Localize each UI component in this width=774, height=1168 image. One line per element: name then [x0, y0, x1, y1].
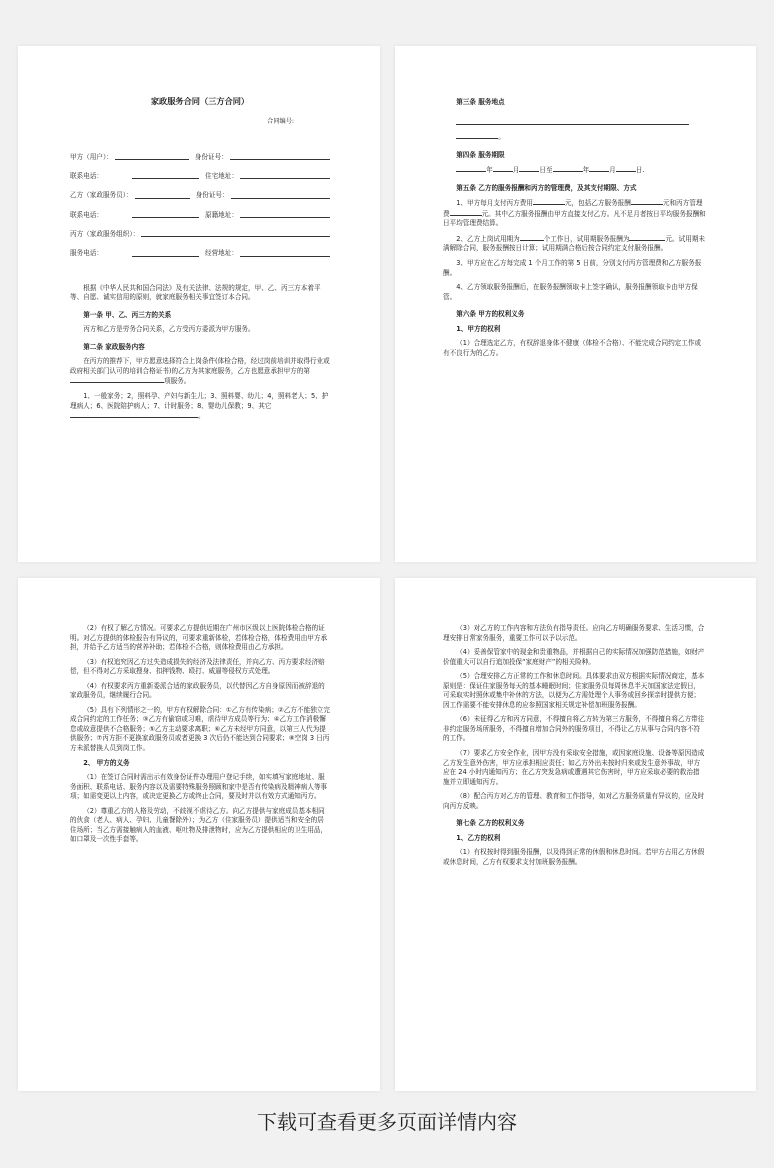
article-6-sub-1: 1、甲方的权利: [456, 324, 501, 333]
party-a-obligation-7: （7）要求乙方安全作业，因甲方没有采取安全措施，或因家庭设施、设备等原因造成乙方发生意外伤害，甲方应承担相应责任；如乙方外出未按时归来或发生意外事故，甲方应在 24 小时内通知丙方；在乙方突发急病或遭遇其它伤害时，甲方应采取必要的救治措施并立即通知丙方。: [443, 749, 705, 786]
fill-line: [456, 132, 498, 139]
party-a-row: [70, 143, 330, 162]
article-3-title: 第三条 服务地点: [456, 98, 505, 106]
fill-line: [519, 165, 539, 172]
fill-line: [240, 172, 330, 179]
article-5-para-4: 4、乙方领取服务报酬后，在服务报酬领取卡上签字确认，服务报酬领取卡由甲方保管。: [443, 283, 698, 301]
fill-line: [70, 411, 198, 418]
service-address-line: [443, 118, 706, 129]
fill-line: [115, 153, 189, 160]
fill-line: [240, 211, 330, 218]
fill-line: [533, 198, 565, 205]
article-5-para-3: 3、甲方应在乙方每完成 1 个月工作的第 5 日前，分别支付丙方管理费和乙方服务报酬。: [443, 259, 702, 277]
page-4-content: [443, 578, 706, 867]
party-a-obligation-1: （1）在签订合同时需出示有效身份证件办理用户登记手续，如实填写家庭地址、服务面积、联系电话、服务内容以及需要特殊服务照顾和家中是否有传染病及精神病人等事项；如需变更以上内容，或决定更换乙方或终止合同，要及时并以有效方式通知丙方。: [70, 773, 328, 801]
fill-line: [230, 153, 330, 160]
article-4-title: 第四条 服务期限: [456, 150, 505, 159]
party-a-obligation-4: （4）妥善保管家中的现金和贵重物品，并根据自己的实际情况加强防范措施，如财产价值重大可以自行追加投保“家庭财产”的相关险种。: [443, 648, 705, 666]
fill-line: [450, 209, 482, 216]
party-a-obligation-8: （8）配合丙方对乙方的管理、教育和工作指导，如对乙方服务质量有异议的，应及时向丙方反映。: [443, 792, 705, 810]
party-a-obligation-2: （2）尊重乙方的人格及劳动，不歧视不虐待乙方。向乙方提供与家庭成员基本相同的伙食（老人、病人、孕妇、儿童餐除外）；为乙方（住家服务员）提供适当和安全的居住场所；当乙方需接触病人的血液、呕吐物及排泄物时，应为乙方提供相应的卫生用品，如口罩及一次性手套等。: [70, 806, 328, 844]
party-a-obligation-3: （3）对乙方的工作内容和方法负有指导责任。应向乙方明确服务要求、生活习惯，合理安排日常家务服务，重要工作可以予以示范。: [443, 624, 705, 642]
field-label: 丙方（家政服务组织）：: [70, 229, 140, 238]
article-5-title: 第五条 乙方的服务报酬和丙方的管理费，及其支付期限、方式: [456, 183, 637, 192]
fill-line: [616, 165, 636, 172]
field-label: 身份证号：: [195, 191, 229, 200]
party-a-obligation-6: （6）未征得乙方和丙方同意，不得擅自将乙方转为第三方服务，不得擅自将乙方带往非约定服务场所服务，不得擅自增加合同外的服务项目，不得让乙方从事与合同内容不符的工作。: [443, 715, 705, 743]
field-label: 原籍地址：: [205, 210, 238, 219]
service-period: 年 月 日至 年 月 日.: [443, 165, 706, 176]
fill-line: [135, 192, 190, 199]
field-label: 甲方（用户）：: [70, 152, 113, 161]
article-5-para-2: 2、乙方上岗试用期为 个工作日，试用期服务报酬为 元。试用期未满解除合同，服务报酬按日计算；试用期满合格后按合同约定支付服务报酬。: [443, 234, 706, 253]
article-2-title: 第二条 家政服务内容: [83, 342, 145, 351]
page-3-content: [70, 578, 330, 845]
fill-line: [631, 198, 663, 205]
field-label: 经营地址：: [205, 249, 238, 258]
party-b-contact-row: [70, 201, 330, 220]
article-1-title: 第一条 甲、乙、丙三方的关系: [83, 310, 172, 319]
article-5-para-1: 1、甲方每月支付丙方费用 元，包括乙方服务报酬 元和丙方管理费 元。其中乙方服务报酬由甲方直接支付乙方。凡不足月者按日平均服务报酬和日平均管理费结算。: [443, 199, 706, 228]
contract-title: 家政服务合同（三方合同）: [150, 96, 250, 106]
fill-line: [520, 234, 544, 241]
document-page-3: [18, 578, 380, 1091]
fill-line: [240, 250, 330, 257]
fill-line: [629, 234, 665, 241]
fill-line: [589, 165, 609, 172]
article-6-para-1: （1）合理选定乙方，有权辞退身体不健康（体检不合格）、不能完成合同约定工作或有不良行为的乙方。: [443, 339, 702, 357]
fill-line: [132, 250, 199, 257]
page-1-content: [70, 46, 330, 422]
fill-line: [456, 165, 486, 172]
article-2-text: 在丙方的推荐下，甲方愿意选择符合上岗条件(体检合格，经过岗前培训并取得行业或政府相关部门认可的培训合格证书)的乙方为其家庭服务，乙方也愿意承担甲方的第项服务。: [70, 357, 330, 386]
service-address-line-2: 。: [443, 132, 706, 143]
party-a-obligation-5: （5）合理安排乙方正常的工作和休息时间。具体要求由双方根据实际情况商定，基本原则是：保证住家服务每天的基本睡眠时间；住家服务员每周休息半天加国家法定假日，可采取实时照休或集中补休的方法，以便为乙方需处理个人事务或回乡探亲时提供方便；因工作需要不能安排休息的应参照国家相关规定补偿加班服务报酬。: [443, 672, 705, 709]
field-label: 服务电话：: [70, 249, 103, 258]
field-label: 乙方（家政服务员）：: [70, 191, 133, 200]
party-a-right-5: （5）具有下列情形之一的，甲方有权解除合同：①乙方有传染病；②乙方不能独立完成合同约定的工作任务；③乙方有偷窃或习难，虐待甲方成员等行为；④乙方工作消极懈怠或故意提供不合格服务；⑤乙方主动要求离职；⑥乙方未经甲方同意，以第三人代为提供服务；⑦丙方拒不更换家政服务员或者更换 3 次后仍不能达到合同要求；⑧空岗 3 日丙方未派替换人员到岗工作。: [70, 705, 330, 753]
party-a-right-3: （3）有权追究因乙方过失造成损失的经济及法律责任，并向乙方、丙方要求经济赔偿，但不得对乙方采取搜身、扣押钱物、殴打、威逼等侵权方式处理。: [70, 657, 325, 676]
document-page-2: [395, 46, 756, 562]
article-1-text: 丙方和乙方是劳务合同关系，乙方受丙方委派为甲方服务。: [83, 325, 255, 334]
article-6-title: 第六条 甲方的权利义务: [456, 310, 525, 319]
field-label: 住宅地址：: [205, 171, 238, 180]
party-b-row: [70, 181, 330, 200]
party-a-contact-row: [70, 162, 330, 181]
article-2-list: 1、一般家务；2，照料孕、产妇与新生儿；3、照料婴、幼儿；4，照料老人；5、护理病人；6、医院陪护病人；7、计时服务；8、婴幼儿保教；9、其它。: [70, 392, 329, 421]
fill-line: [132, 172, 199, 179]
article-7-title: 第七条 乙方的权利义务: [456, 819, 525, 828]
party-c-row: [70, 220, 330, 239]
field-label: 联系电话：: [70, 210, 103, 219]
party-a-right-2: （2）有权了解乙方情况。可要求乙方提供近期在广州市区级以上医院体检合格的证明。对乙方提供的体检报告有异议的，可要求重新体检，若体检合格，体检费用由甲方承担，并给予乙方适当的营养补助；若体检不合格，则体检费用由乙方承担。: [70, 624, 328, 652]
field-label: 身份证号：: [194, 152, 228, 161]
fill-line: [231, 192, 330, 199]
party-a-obligations-title: 2、 甲方的义务: [83, 758, 130, 767]
party-a-right-4: （4）有权要求丙方重新委派合适的家政服务员，以代替因乙方自身原因而被辞退的家政服务员，继续履行合同。: [70, 681, 325, 700]
field-label: 联系电话：: [70, 171, 103, 180]
contract-number-label: 合同编号:: [267, 117, 294, 125]
preamble: 根据《中华人民共和国合同法》及有关法律、法规的规定，甲、乙、丙三方本着平等、自愿、诚实信用的原则，就家庭服务相关事宜签订本合同。: [70, 283, 321, 302]
fill-line: [493, 165, 513, 172]
fill-line: [141, 230, 330, 237]
fill-line: [132, 211, 199, 218]
document-page-1: [18, 46, 380, 562]
fill-line: [553, 165, 583, 172]
fill-line: [456, 118, 689, 125]
fill-line: [70, 376, 164, 383]
download-more-link[interactable]: 下载可查看更多页面详情内容: [257, 1110, 517, 1134]
article-7-sub-1: 1、乙方的权利: [456, 833, 501, 842]
party-c-contact-row: [70, 239, 330, 258]
party-b-right-1: （1）有权按时得到服务报酬，以及得到正常的休假和休息时间。若甲方占用乙方休假或休息时间，乙方有权要求支付加班服务报酬。: [443, 848, 705, 866]
document-page-4: [395, 578, 756, 1091]
page-2-content: [443, 46, 706, 358]
